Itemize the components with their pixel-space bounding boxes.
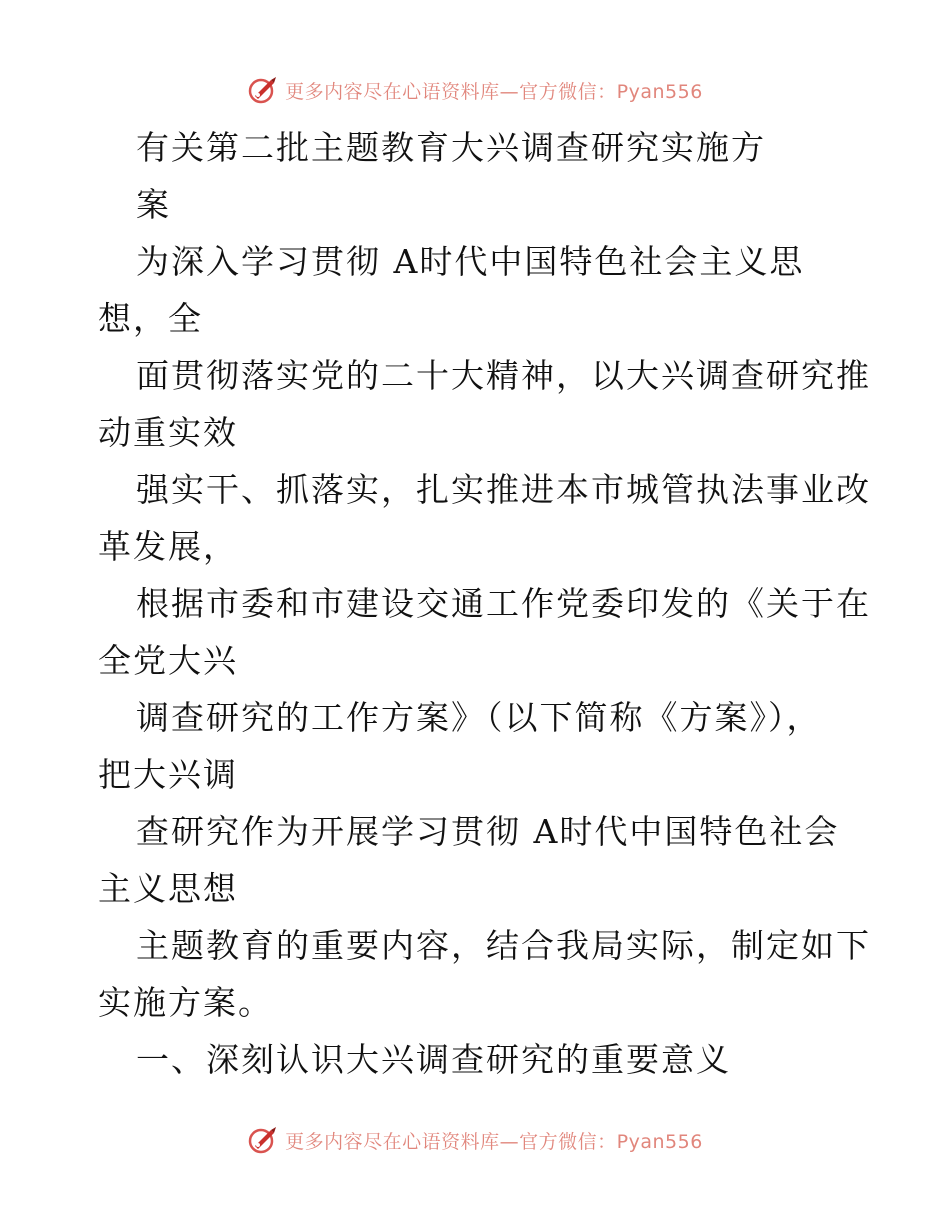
paragraph-line: 动重实效 [98,413,238,452]
paragraph-line: 根据市委和市建设交通工作党委印发的《关于在 [136,584,871,623]
paragraph-line: 主义思想 [98,869,238,908]
paragraph-line: 革发展， [98,527,238,566]
quill-pen-seal-icon [247,1124,279,1156]
quill-pen-seal-icon [247,74,279,106]
paragraph-line: 主题教育的重要内容，结合我局实际，制定如下 [136,926,871,965]
header-watermark [0,70,950,110]
paragraph-line: 为深入学习贯彻 A时代中国特色社会主义思 [136,242,805,281]
paragraph-line: 想，全 [98,299,203,338]
document-title: 有关第二批主题教育大兴调查研究实施方 [136,128,766,167]
footer-watermark [0,1120,950,1160]
paragraph-line: 强实干、抓落实，扎实推进本市城管执法事业改 [136,470,871,509]
paragraph-line: 面贯彻落实党的二十大精神，以大兴调查研究推 [136,356,871,395]
document-title-continued: 案 [136,185,171,224]
watermark-text: 更多内容尽在心语资料库—官方微信：Pyan556 [285,1130,703,1153]
paragraph-line: 全党大兴 [98,641,238,680]
section-heading: 一、深刻认识大兴调查研究的重要意义 [136,1040,731,1079]
watermark-text: 更多内容尽在心语资料库—官方微信：Pyan556 [285,80,703,103]
paragraph-line: 查研究作为开展学习贯彻 A时代中国特色社会 [136,812,840,851]
paragraph-line: 把大兴调 [98,755,238,794]
paragraph-line: 调查研究的工作方案》（以下简称《方案》）， [136,698,822,737]
paragraph-line: 实施方案。 [98,983,273,1022]
